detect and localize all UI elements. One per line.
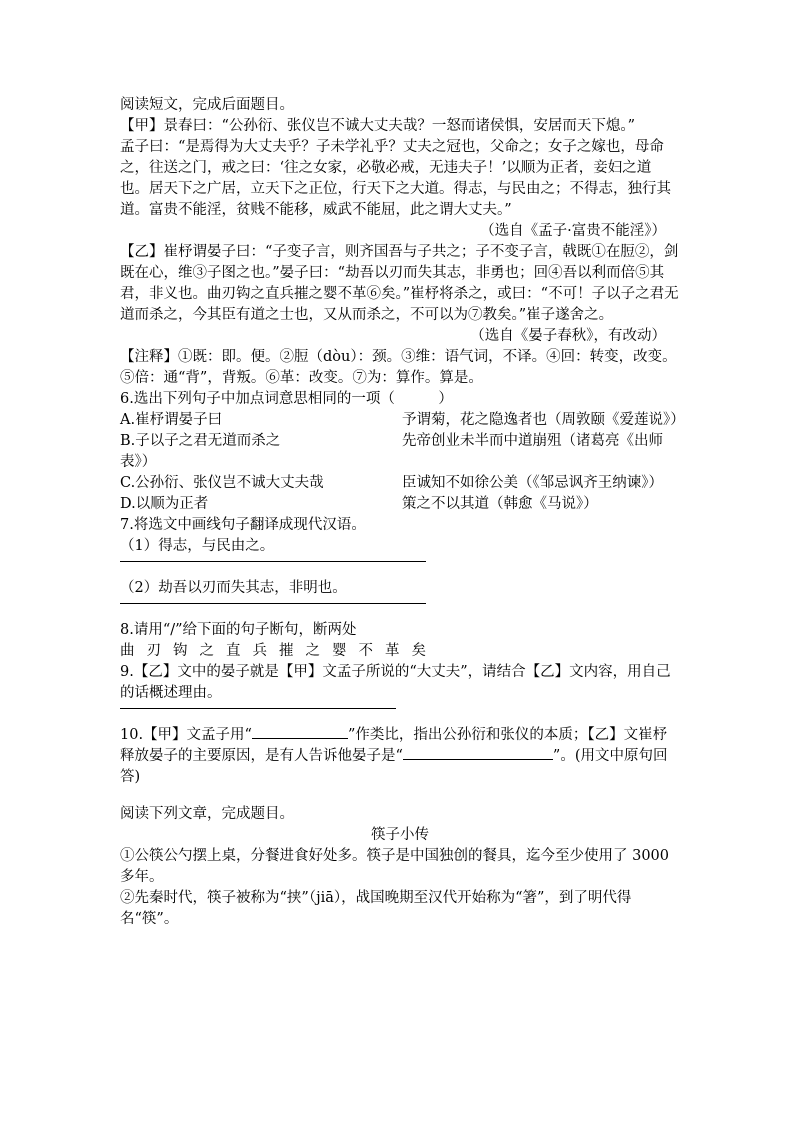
question-7-sentence-1: （1）得志，与民由之。 (120, 538, 275, 554)
q10-blank-2[interactable] (403, 746, 553, 760)
article-paragraph-1: ①公筷公勺摆上桌，分餐进食好处多。筷子是中国独创的餐具，迄今至少使用了 3000 多年。 (120, 848, 670, 885)
question-6-stem: 6.选出下列句子中加点词意思相同的一项（ ） (120, 391, 453, 407)
question-6-option-a (120, 410, 685, 431)
reading-intro: 阅读短文，完成后面题目。 (120, 97, 294, 113)
option-b-continuation: 表》） (120, 454, 157, 470)
option-c-right: 臣诚知不如徐公美（《邹忌讽齐王纳谏》） (402, 475, 663, 491)
q10-part2: ”作类比，指出公孙衍和张仪的本质；【乙】文崔杼释放晏子的主要原因，是有人告诉他晏子是“ (120, 727, 668, 764)
passage-yi-source: （选自《晏子春秋》，有改动） (470, 328, 666, 344)
document-page (120, 95, 685, 930)
article-paragraph-2: ②先秦时代，筷子被称为“挟”（jiā），战国晚期至汉代开始称为“箸”，到了明代得名“筷”。 (120, 890, 632, 927)
question-7-stem: 7.将选文中画线句子翻译成现代汉语。 (120, 517, 366, 533)
option-b-left: B.子以子之君无道而杀之 (120, 433, 281, 449)
question-6-option-b (120, 431, 680, 452)
option-d-left: D.以顺为正者 (120, 496, 209, 512)
reading-intro-2: 阅读下列文章，完成题目。 (120, 806, 294, 822)
option-b-right: 先帝创业未半而中道崩殂（诸葛亮《出师 (402, 433, 663, 449)
question-8-sentence: 曲刃钩之直兵摧之婴不革矣 (120, 643, 438, 659)
question-8-stem: 8.请用“/”给下面的句子断句，断两处 (120, 622, 357, 638)
question-6-option-d (120, 494, 680, 515)
option-a-right: 予谓菊，花之隐逸者也（周敦颐《爱莲说》） (402, 412, 685, 428)
article-title: 筷子小传 (371, 827, 429, 843)
option-a-left: A.崔杼谓晏子曰 (120, 412, 223, 428)
q10-part3: ”。(用文中原句回答) (120, 748, 668, 785)
annotation-notes: 【注释】①既：即。便。②脰（dòu）：颈。③维：语气词，不译。④回：转变，改变。⑤倍：通“背”，背叛。⑥革：改变。⑦为：算作。算是。 (120, 349, 677, 386)
question-6-option-c (120, 473, 680, 494)
question-9-stem: 9.【乙】文中的晏子就是【甲】文孟子所说的“大丈夫”，请结合【乙】文内容，用自己的话概述理由。 (120, 664, 671, 701)
option-d-right: 策之不以其道（韩愈《马说》） (402, 496, 598, 512)
passage-yi-body: 【乙】崔杼谓晏子曰：“子变子言，则齐国吾与子共之；子不变子言，戟既①在脰②，剑既在心，维③子图之也。”晏子曰：“劫吾以刃而失其志，非勇也；回④吾以利而倍⑤其君，非义也。曲刃钩之直兵摧之婴不革⑥矣。”崔杼将杀之，或曰：“不可！子以子之君无道而杀之，今其臣有道之士也，又从而杀之，不可以为⑦教矣。”崔子遂舍之。 (120, 244, 679, 323)
option-c-left: C.公孙衍、张仪岂不诚大丈夫哉 (120, 475, 324, 491)
q10-blank-1[interactable] (252, 725, 348, 739)
passage-jia-source: （选自《孟子·富贵不能淫》） (480, 223, 666, 239)
passage-jia-line1: 【甲】景春曰：“公孙衍、张仪岂不诚大丈夫哉？一怒而诸侯惧，安居而天下熄。” (120, 118, 636, 134)
question-10-stem (120, 725, 680, 788)
question-7-sentence-2: （2）劫吾以刃而失其志，非明也。 (120, 580, 347, 596)
passage-jia-body: 孟子曰：“是焉得为大丈夫乎？子未学礼乎？丈夫之冠也，父命之；女子之嫁也，母命之，往送之门，戒之曰：‘往之女家，必敬必戒，无违夫子！’以顺为正者，妾妇之道也。居天下之广居，立天下之正位，行天下之大道。得志，与民由之；不得志，独行其道。富贵不能淫，贫贱不能移，威武不能屈，此之谓大丈夫。” (120, 139, 671, 218)
q10-part1: 10.【甲】文孟子用“ (120, 727, 252, 743)
